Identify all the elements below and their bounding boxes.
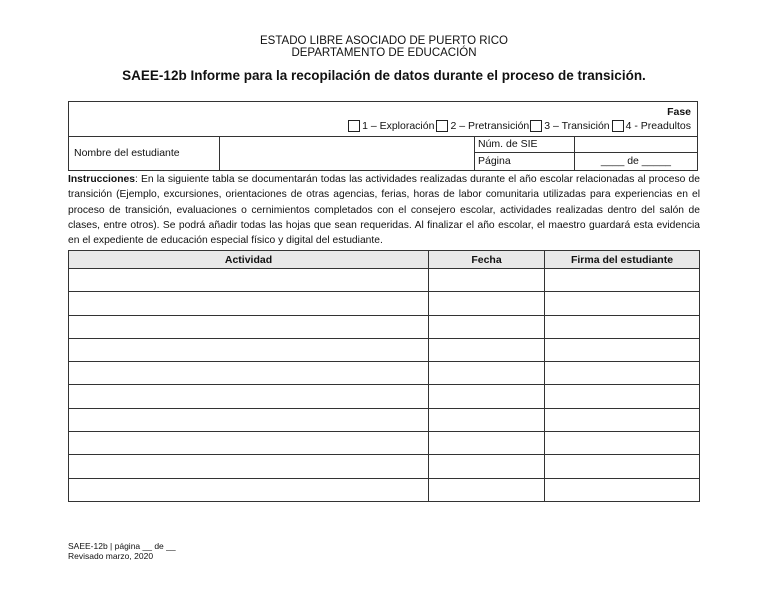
table-row [69, 408, 700, 431]
table-row [69, 269, 700, 292]
signature-cell[interactable] [545, 315, 700, 338]
activity-cell[interactable] [69, 292, 429, 315]
signature-cell[interactable] [545, 455, 700, 478]
signature-cell[interactable] [545, 408, 700, 431]
column-header-fecha: Fecha [429, 251, 545, 269]
student-name-field[interactable] [219, 136, 475, 170]
department-name: DEPARTAMENTO DE EDUCACIÓN [291, 47, 477, 59]
date-cell[interactable] [429, 292, 545, 315]
fase-option-label: 4 - Preadultos [625, 120, 691, 132]
activity-cell[interactable] [69, 408, 429, 431]
date-cell[interactable] [429, 315, 545, 338]
checkbox-icon[interactable] [530, 120, 542, 132]
fase-label: Fase [667, 106, 691, 118]
table-row [69, 432, 700, 455]
page-field[interactable]: ____ de _____ [600, 155, 671, 167]
student-info-section [68, 136, 698, 171]
date-cell[interactable] [429, 385, 545, 408]
footer-page: SAEE-12b | página __ de __ [68, 541, 176, 551]
signature-cell[interactable] [545, 478, 700, 501]
activity-cell[interactable] [69, 269, 429, 292]
table-header-row [69, 251, 700, 269]
student-name-label: Nombre del estudiante [74, 147, 180, 159]
date-cell[interactable] [429, 478, 545, 501]
student-name-label-cell [69, 136, 220, 170]
signature-cell[interactable] [545, 338, 700, 361]
activity-cell[interactable] [69, 455, 429, 478]
instructions-label: Instrucciones [68, 174, 135, 185]
instructions-text: : En la siguiente tabla se documentarán todas las actividades realizadas durante el año escolar relacionadas al proceso de transición (Ejemplo, excursiones, orientaciones de otras agencias, ferias, horas de labor comunitaria utilizadas para experiencias en el proceso de transición, evaluaciones o cernimientos completados con el consejero escolar, actividades realizadas dentro del salón de clases, entre otros). Se podrá añadir todas las hojas que sean requeridas. Al finalizar el año escolar, el maestro guardará esta evidencia en el expediente de educación especial físico y digital del estudiante. [68, 174, 700, 247]
fase-option-4[interactable] [610, 120, 691, 132]
checkbox-icon[interactable] [612, 120, 624, 132]
activity-cell[interactable] [69, 432, 429, 455]
sie-field[interactable] [574, 136, 697, 153]
fase-option-label: 2 – Pretransición [450, 120, 530, 132]
fase-option-label: 1 – Exploración [362, 120, 435, 132]
date-cell[interactable] [429, 432, 545, 455]
fase-option-1[interactable] [347, 120, 434, 132]
fase-option-2[interactable] [434, 120, 529, 132]
date-cell[interactable] [429, 362, 545, 385]
table-row [69, 338, 700, 361]
table-row [69, 478, 700, 501]
column-header-firma: Firma del estudiante [545, 251, 700, 269]
signature-cell[interactable] [545, 432, 700, 455]
instructions [68, 172, 700, 248]
sie-page-values [574, 136, 697, 170]
footer [68, 541, 176, 561]
activity-cell[interactable] [69, 478, 429, 501]
date-cell[interactable] [429, 338, 545, 361]
table-row [69, 455, 700, 478]
table-row [69, 315, 700, 338]
signature-cell[interactable] [545, 292, 700, 315]
activity-cell[interactable] [69, 338, 429, 361]
page-label: Página [478, 155, 511, 167]
signature-cell[interactable] [545, 385, 700, 408]
sie-page-labels [474, 136, 575, 170]
checkbox-icon[interactable] [348, 120, 360, 132]
date-cell[interactable] [429, 269, 545, 292]
fase-section [68, 101, 698, 137]
checkbox-icon[interactable] [436, 120, 448, 132]
date-cell[interactable] [429, 455, 545, 478]
date-cell[interactable] [429, 408, 545, 431]
form-title: SAEE-12b Informe para la recopilación de datos durante el proceso de transición. [122, 68, 646, 83]
sie-label: Núm. de SIE [474, 136, 574, 153]
footer-revision: Revisado marzo, 2020 [68, 551, 154, 561]
signature-cell[interactable] [545, 362, 700, 385]
fase-option-3[interactable] [529, 120, 609, 132]
table-row [69, 385, 700, 408]
activities-table [68, 250, 700, 502]
fase-option-label: 3 – Transición [544, 120, 610, 132]
fase-options [347, 120, 691, 132]
activity-cell[interactable] [69, 362, 429, 385]
table-row [69, 292, 700, 315]
table-row [69, 362, 700, 385]
agency-name: ESTADO LIBRE ASOCIADO DE PUERTO RICO [260, 35, 508, 47]
activity-cell[interactable] [69, 385, 429, 408]
activity-cell[interactable] [69, 315, 429, 338]
signature-cell[interactable] [545, 269, 700, 292]
column-header-actividad: Actividad [69, 251, 429, 269]
